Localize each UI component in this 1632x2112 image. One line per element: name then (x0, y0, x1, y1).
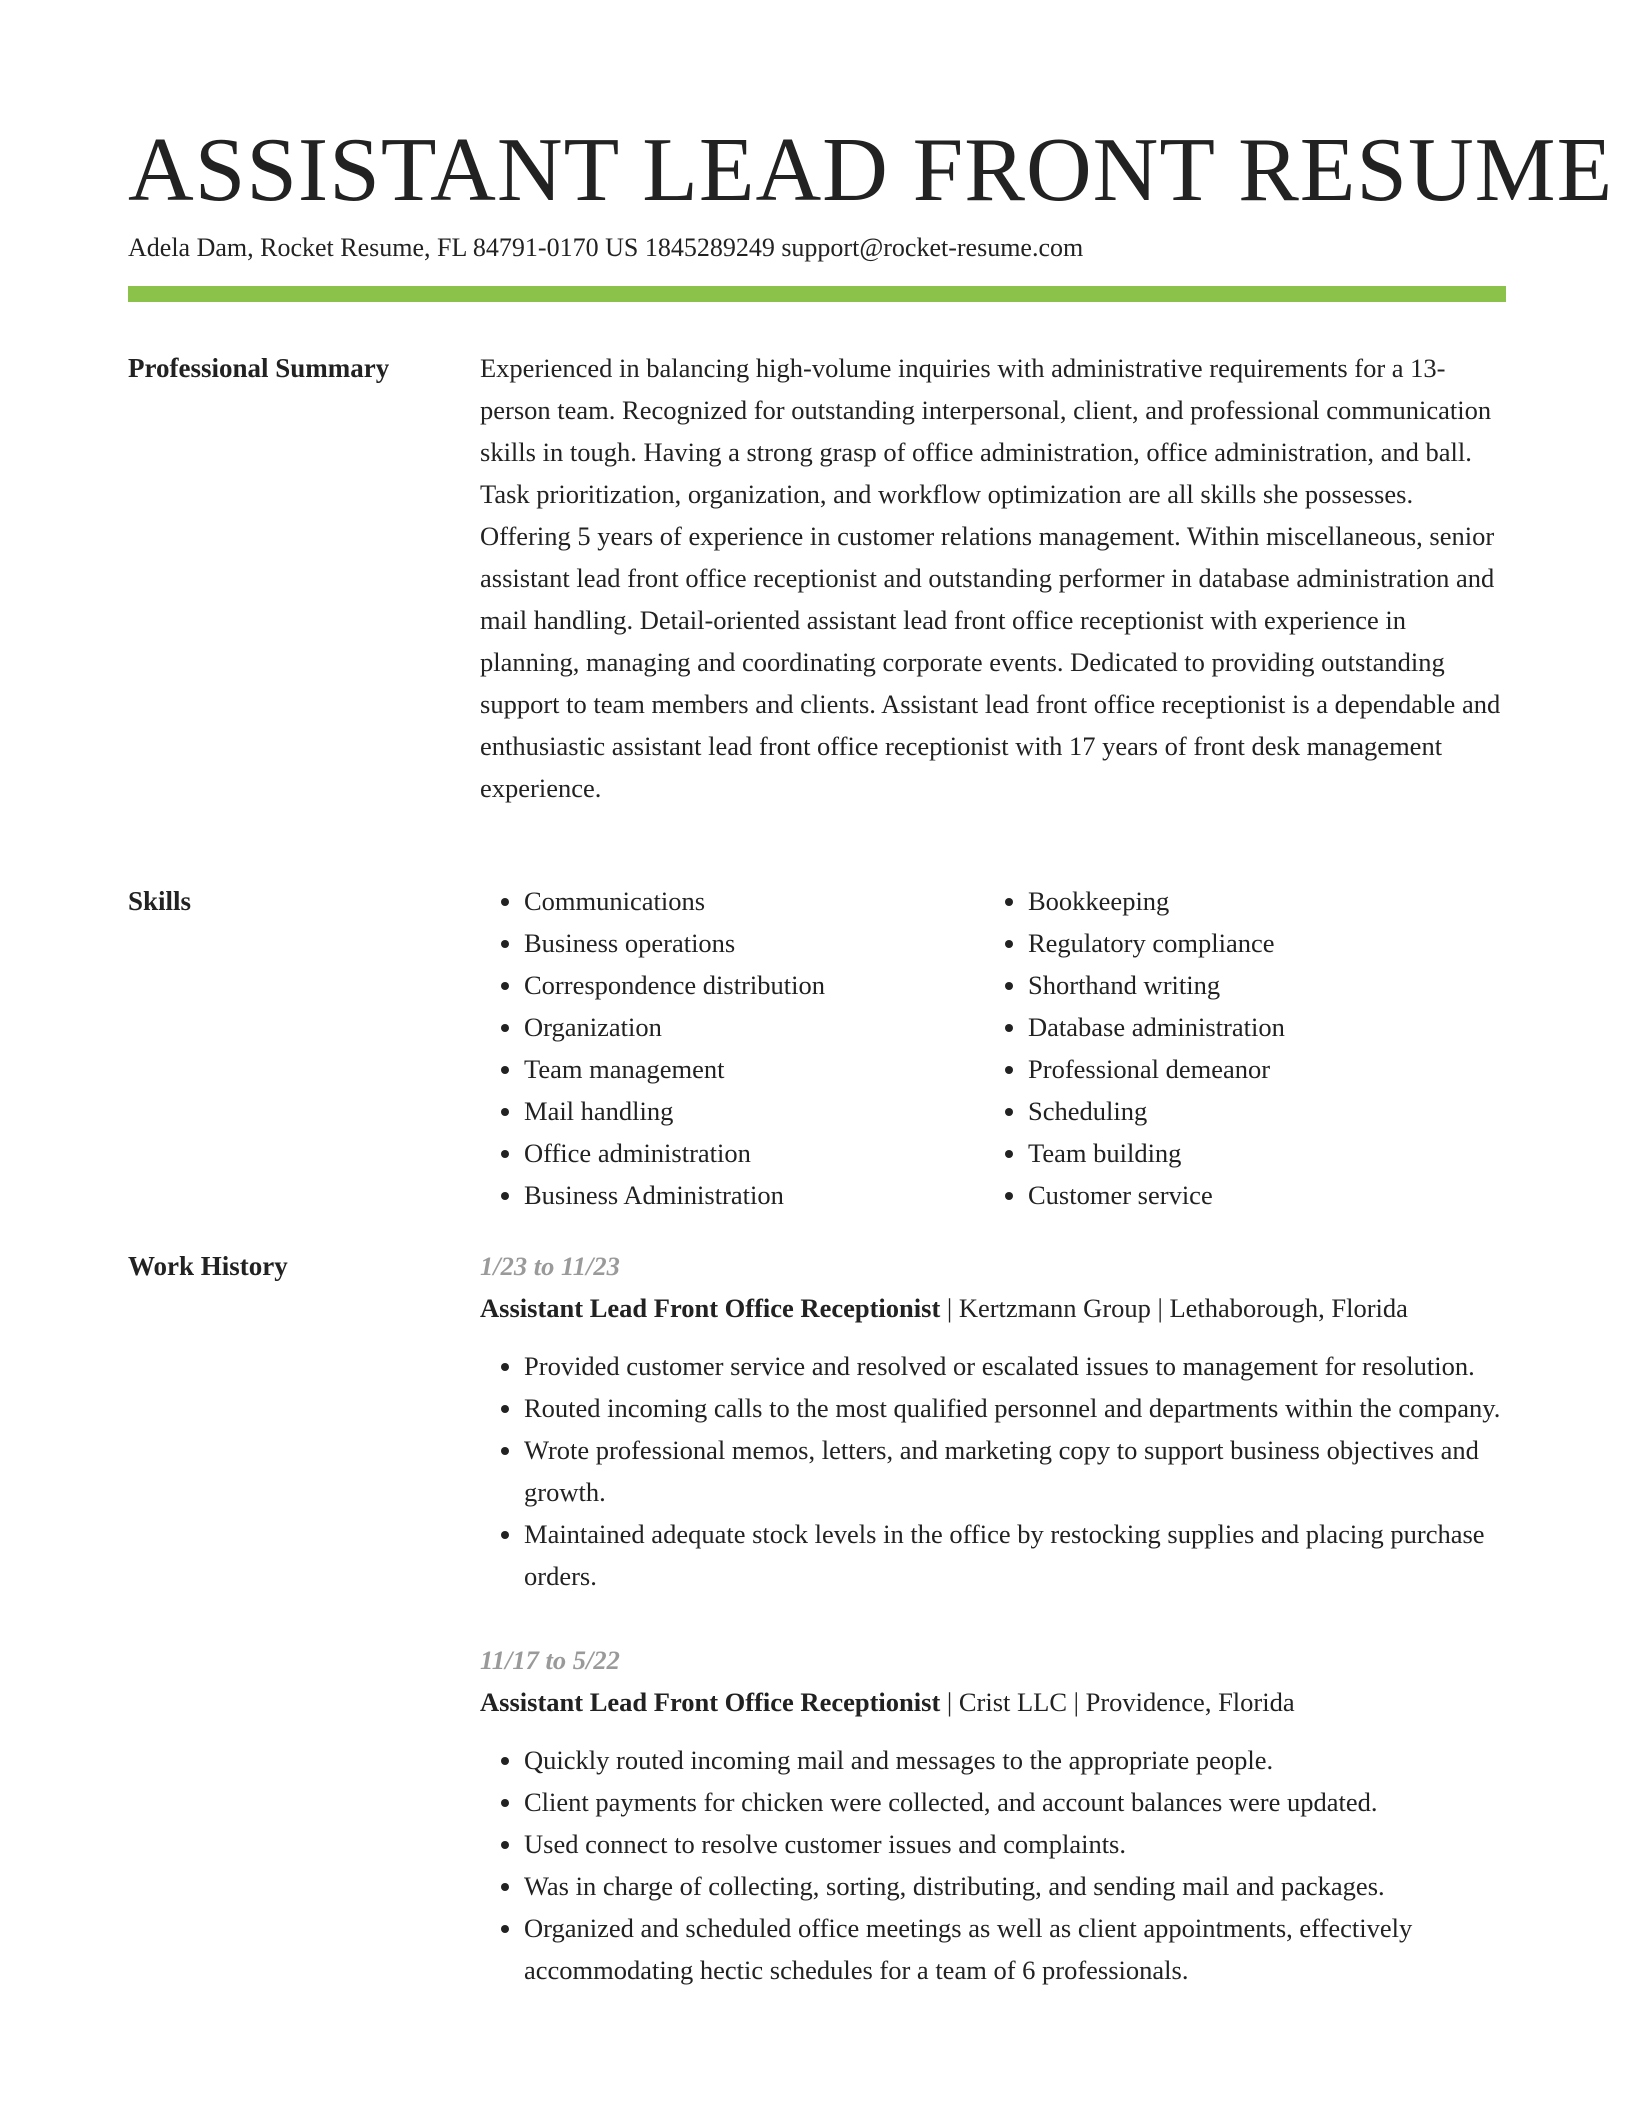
job-bullet: • Provided customer service and resolved or escalated issues to management for resolution. (524, 1345, 1506, 1387)
contact-line (128, 230, 1083, 266)
job-bullet: • Maintained adequate stock levels in the office by restocking supplies and placing purchase orders. (524, 1513, 1506, 1597)
skill-item: • Business operations (524, 922, 984, 964)
job-title: Assistant Lead Front Office Receptionist (480, 1293, 941, 1323)
skill-item: • Regulatory compliance (1028, 922, 1488, 964)
job-title: Assistant Lead Front Office Receptionist (480, 1687, 941, 1717)
work-history-body (480, 1245, 1506, 1991)
skill-item: • Database administration (1028, 1006, 1488, 1048)
job-bullet-list (480, 1739, 1506, 1991)
header-divider (128, 286, 1506, 302)
skill-item: • Scheduling (1028, 1090, 1488, 1132)
skill-item: • Correspondence distribution (524, 964, 984, 1006)
job-employer: | Kertzmann Group | Lethaborough, Florida (946, 1293, 1408, 1323)
job-heading (480, 1681, 1506, 1723)
skill-item: • Team building (1028, 1132, 1488, 1174)
skill-item: • Team management (524, 1048, 984, 1090)
skill-item: • Business Administration (524, 1174, 984, 1216)
skill-item: • Customer service (1028, 1174, 1488, 1216)
job-dates: 11/17 to 5/22 (480, 1645, 620, 1675)
skills-body (480, 880, 1506, 1216)
skill-item: • Shorthand writing (1028, 964, 1488, 1006)
job-bullet: • Used connect to resolve customer issues and complaints. (524, 1823, 1506, 1865)
job-dates: 1/23 to 11/23 (480, 1251, 620, 1281)
skill-item: • Organization (524, 1006, 984, 1048)
skill-item: • Bookkeeping (1028, 880, 1488, 922)
job-bullet: • Was in charge of collecting, sorting, distributing, and sending mail and packages. (524, 1865, 1506, 1907)
job-bullet: • Wrote professional memos, letters, and marketing copy to support business objectives and growth. (524, 1429, 1506, 1513)
skills-heading: Skills (128, 886, 192, 916)
skill-item: • Mail handling (524, 1090, 984, 1132)
job-heading (480, 1287, 1506, 1329)
skills-columns (480, 880, 1506, 1216)
skill-item: • Office administration (524, 1132, 984, 1174)
resume-title: ASSISTANT LEAD FRONT RESUME (128, 119, 1614, 220)
job-bullet: • Organized and scheduled office meetings as well as client appointments, effectively accommodating hectic schedules for a team of 6 professionals. (524, 1907, 1506, 1991)
job-bullet: • Client payments for chicken were collected, and account balances were updated. (524, 1781, 1506, 1823)
job-employer: | Crist LLC | Providence, Florida (946, 1687, 1295, 1717)
work-history-heading: Work History (128, 1251, 288, 1281)
job-bullet: • Routed incoming calls to the most qualified personnel and departments within the company. (524, 1387, 1506, 1429)
summary-text: Experienced in balancing high-volume inquiries with administrative requirements for a 13-person team. Recognized for outstanding interpersonal, client, and professional communication skills in tough. Having a strong grasp of office administration, office administration, and ball. Task prioritization, organization, and workflow optimization are all skills she possesses. Offering 5 years of experience in customer relations management. Within miscellaneous, senior assistant lead front office receptionist and outstanding performer in database administration and mail handling. Detail-oriented assistant lead front office receptionist with experience in planning, managing and coordinating corporate events. Dedicated to providing outstanding support to team members and clients. Assistant lead front office receptionist is a dependable and enthusiastic assistant lead front office receptionist with 17 years of front desk management experience. (480, 353, 1501, 803)
summary-heading: Professional Summary (128, 353, 390, 383)
skills-list-right (984, 880, 1488, 1216)
job-bullet: • Quickly routed incoming mail and messages to the appropriate people. (524, 1739, 1506, 1781)
contact-location: Rocket Resume, FL 84791-0170 US (260, 233, 639, 262)
job-bullet-list (480, 1345, 1506, 1597)
skill-item: • Communications (524, 880, 984, 922)
contact-name: Adela Dam, (128, 233, 254, 262)
skill-item: • Professional demeanor (1028, 1048, 1488, 1090)
skills-list-left (480, 880, 984, 1216)
contact-email: support@rocket-resume.com (781, 233, 1084, 262)
summary-body (480, 347, 1506, 809)
job-entry (480, 1639, 1506, 1991)
job-entry (480, 1245, 1506, 1597)
contact-phone: 1845289249 (644, 233, 775, 262)
